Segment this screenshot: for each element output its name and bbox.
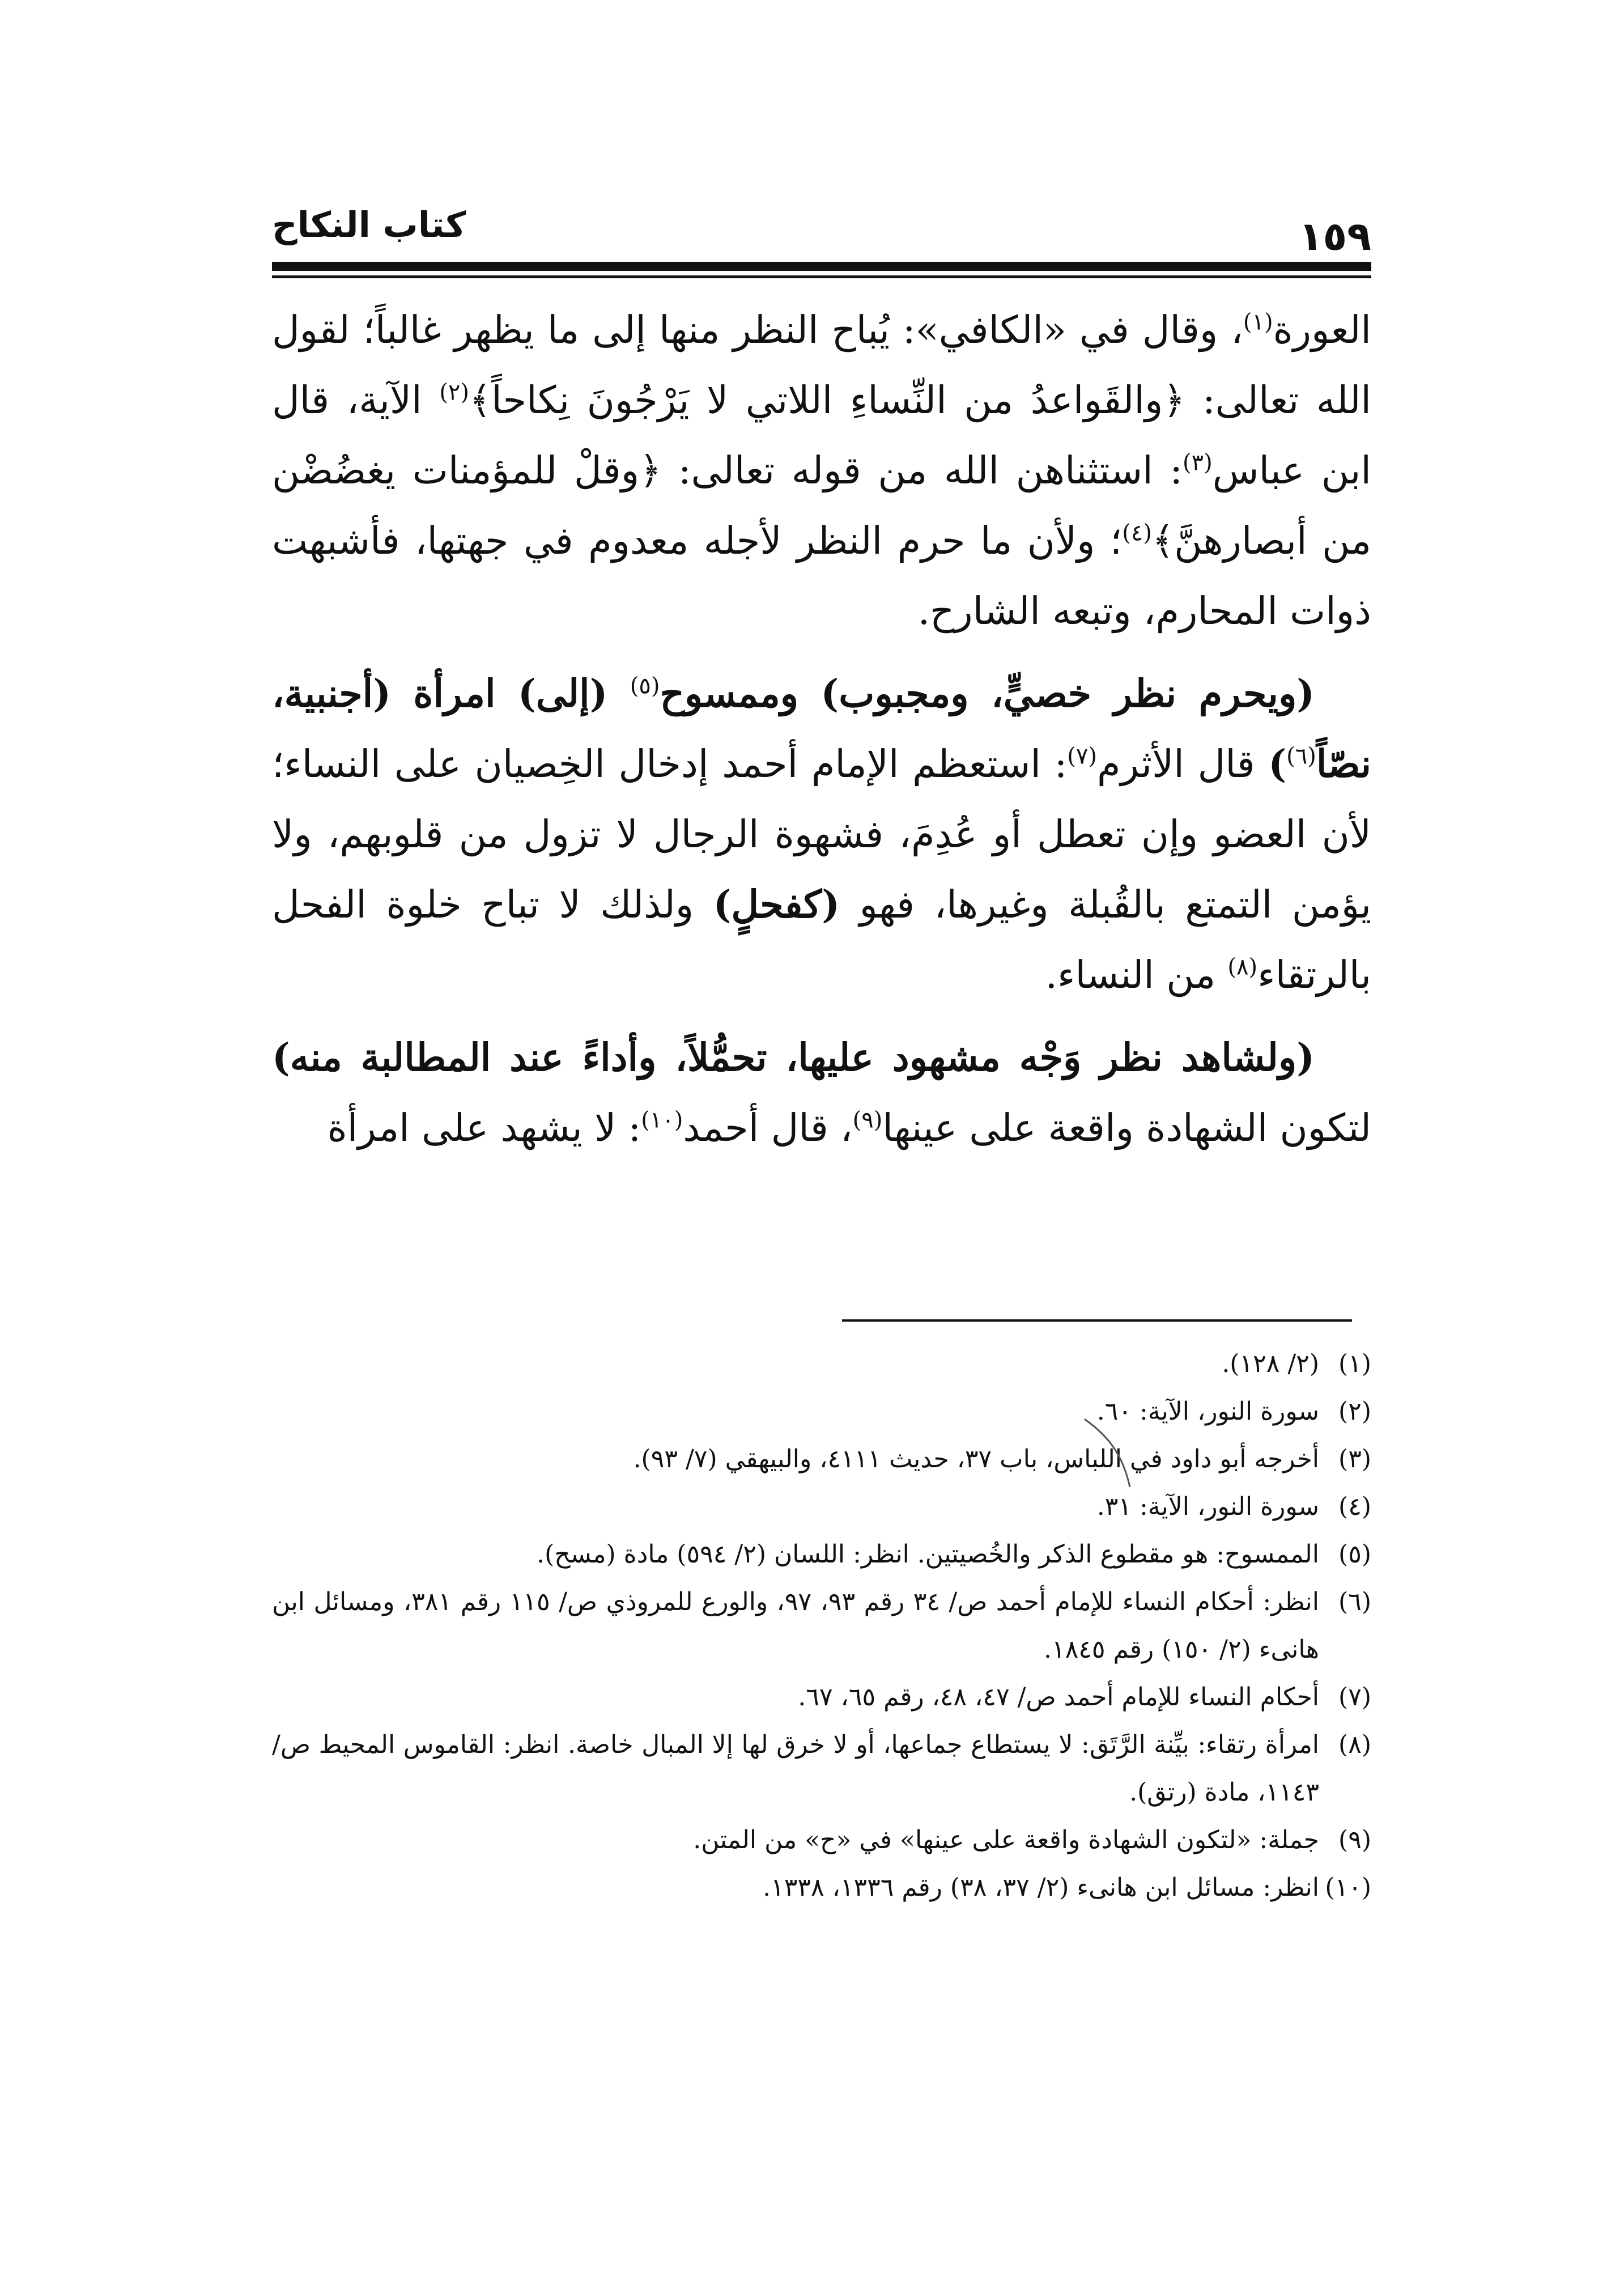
footnote-text: أخرجه أبو داود في اللباس، باب ٣٧، حديث ٤١١١، والبيهقي (٧/ ٩٣).	[633, 1445, 1319, 1474]
footnote	[272, 1340, 1371, 1388]
footnote-ref: (٦)	[1286, 743, 1316, 770]
footnote-text: جملة: «لتكون الشهادة واقعة على عينها» في «ح» من المتن.	[693, 1825, 1319, 1854]
sharh-text: العورة	[1273, 308, 1371, 352]
footnote	[272, 1864, 1371, 1912]
running-title: كتاب النكاح	[272, 204, 466, 245]
footnote-text: سورة النور، الآية: ٣١.	[1096, 1492, 1319, 1521]
footnote-number: (٦)	[1338, 1587, 1371, 1616]
sharh-text: : استثناهن الله من قوله تعالى: ﴿وقلْ للمؤمنات يغضُضْن من أبصارهنَّ﴾	[272, 448, 1371, 563]
footnote-number: (٥)	[1338, 1540, 1371, 1569]
footnote-number: (٣)	[1338, 1445, 1371, 1474]
footnote-text: امرأة رتقاء: بيِّنة الرَّتَق: لا يستطاع جماعها، أو لا خرق لها إلا المبال خاصة. انظر: القاموس المحيط ص/ ١١٤٣، مادة (رتق).	[272, 1730, 1319, 1807]
matn-text: (إلى) امرأة (أجنبية، نصّاً	[272, 671, 1371, 786]
footnote-number: (٢)	[1338, 1397, 1371, 1426]
footnote-number: (٩)	[1338, 1825, 1371, 1854]
sharh-text: ، وقال في «الكافي»: يُباح النظر منها إلى ما يظهر غالباً؛ لقول الله تعالى: ﴿والقَواعدُ من النِّساءِ اللاتي لا يَرْجُونَ نِكاحاً﴾	[272, 308, 1371, 422]
header-rule-thick	[272, 262, 1371, 271]
sharh-text: ، قال أحمد	[683, 1106, 853, 1150]
footnote	[272, 1531, 1371, 1578]
page-header	[272, 193, 1371, 278]
footnote	[272, 1721, 1371, 1816]
footnote-ref: (٥)	[630, 673, 660, 699]
paragraph	[272, 659, 1371, 1010]
sharh-text: : استعظم الإمام أحمد إدخال الخِصيان على النساء؛ لأن العضو وإن تعطل أو عُدِمَ، فشهوة الرجال لا تزول من قلوبهم، ولا يؤمن التمتع بالقُبلة وغيرها، فهو	[272, 742, 1371, 927]
footnote-text: الممسوح: هو مقطوع الذكر والخُصيتين. انظر: اللسان (٢/ ٥٩٤) مادة (مسح).	[537, 1540, 1319, 1569]
footnote-text: انظر: أحكام النساء للإمام أحمد ص/ ٣٤ رقم ٩٣، ٩٧، والورع للمروذي ص/ ١١٥ رقم ٣٨١، ومسائل ابن هانىء (٢/ ١٥٠) رقم ١٨٤٥.	[272, 1587, 1320, 1664]
page-number: ١٥٩	[1298, 213, 1371, 260]
matn-text: (ولشاهد نظر وَجْه مشهود عليها، تحمُّلاً، وأداءً عند المطالبة منه)	[272, 1035, 1315, 1080]
footnote-number: (٨)	[1338, 1730, 1371, 1759]
footnote-ref: (٣)	[1183, 449, 1213, 476]
pencil-mark-icon	[1082, 1417, 1133, 1491]
matn-text: (كفحلٍ)	[713, 882, 840, 927]
footnote-number: (٤)	[1338, 1492, 1371, 1521]
sharh-text: ولذلك لا تباح خلوة الفحل بالرتقاء	[272, 882, 1371, 997]
footnote-number: (١)	[1338, 1349, 1371, 1378]
footnote	[272, 1436, 1371, 1483]
footnote-text: سورة النور، الآية: ٦٠.	[1096, 1397, 1319, 1426]
main-text	[272, 295, 1371, 1163]
paragraph	[272, 295, 1371, 646]
footnote-ref: (٢)	[439, 379, 469, 406]
footnote-separator	[842, 1319, 1352, 1322]
footnotes	[272, 1340, 1371, 1912]
footnote-text: (٢/ ١٢٨).	[1222, 1349, 1319, 1378]
paragraph	[272, 1022, 1371, 1163]
footnote	[272, 1578, 1371, 1674]
footnote-text: انظر: مسائل ابن هانىء (٢/ ٣٧، ٣٨) رقم ١٣٣٦، ١٣٣٨.	[763, 1873, 1319, 1902]
matn-text: (ويحرم نظر خصيٍّ، ومجبوب) وممسوح	[660, 671, 1315, 716]
footnote-number: (١٠)	[1325, 1873, 1371, 1902]
footnote-ref: (٤)	[1122, 520, 1152, 546]
footnote	[272, 1483, 1371, 1531]
header-rule-thin	[272, 275, 1371, 278]
footnote	[272, 1816, 1371, 1864]
footnote-ref: (٨)	[1227, 954, 1258, 980]
footnote	[272, 1388, 1371, 1436]
matn-text: )	[1268, 741, 1287, 786]
footnote-ref: (٧)	[1067, 743, 1097, 770]
sharh-text: قال الأثرم	[1096, 742, 1269, 786]
footnote	[272, 1674, 1371, 1721]
sharh-text: لتكون الشهادة واقعة على عينها	[882, 1106, 1371, 1150]
sharh-text: من النساء.	[1045, 953, 1228, 997]
sharh-text: الآية، قال ابن عباس	[272, 378, 1371, 492]
footnote-ref: (١٠)	[641, 1107, 683, 1133]
sharh-text: ؛ ولأن ما حرم النظر لأجله معدوم في جهتها، فأشبهت ذوات المحارم، وتبعه الشارح.	[272, 519, 1371, 633]
footnote-ref: (١)	[1243, 309, 1273, 336]
footnote-ref: (٩)	[852, 1107, 883, 1133]
footnote-text: أحكام النساء للإمام أحمد ص/ ٤٧، ٤٨، رقم ٦٥، ٦٧.	[798, 1683, 1319, 1712]
footnote-number: (٧)	[1338, 1683, 1371, 1712]
sharh-text: : لا يشهد على امرأة	[327, 1106, 641, 1150]
